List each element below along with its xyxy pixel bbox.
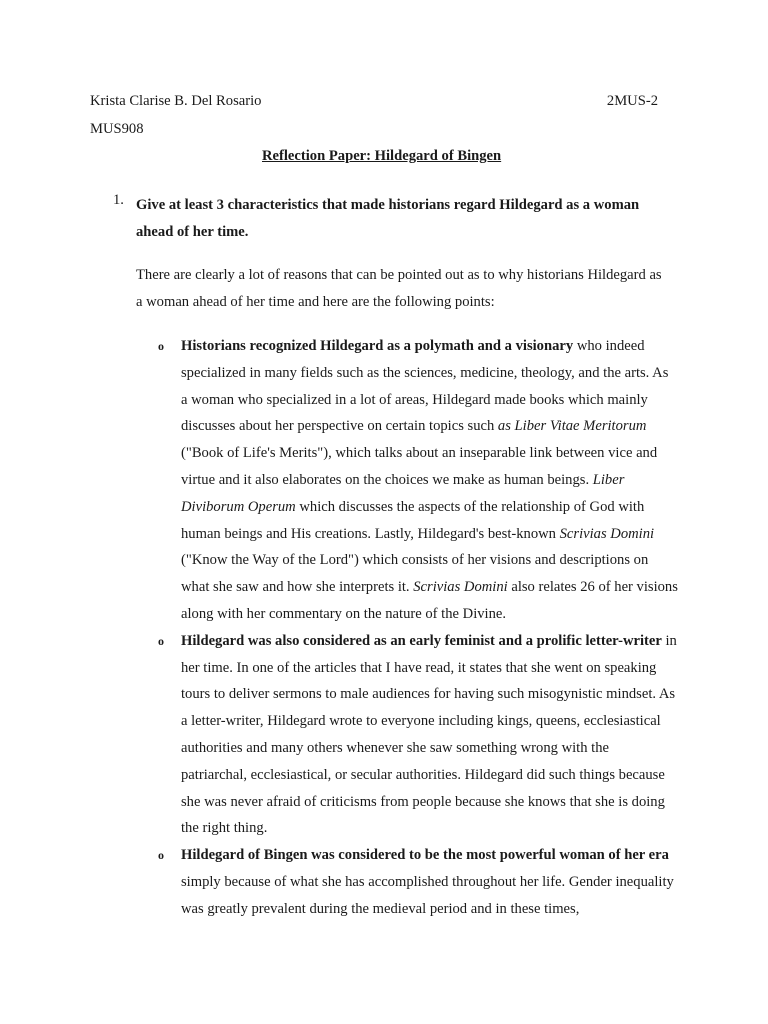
header-line [90, 93, 658, 113]
course-code: MUS908 [90, 121, 144, 137]
bullet-text: ("Book of Life's Merits"), which talks about an inseparable link between vice and virtue and it also elaborates on the choices we make as human beings. [181, 445, 658, 488]
bullet-text: who indeed specialized in many fields such as the sciences, medicine, theology, and the arts. As a woman who specialized in a lot of areas, Hildegard made books which mainly discusses about her perspective on certain topics such [181, 338, 669, 435]
bullet-lead: Hildegard was also considered as an early feminist and a prolific letter-writer [181, 632, 662, 649]
bullet-item [158, 842, 678, 922]
bullet-marker: o [158, 339, 164, 353]
intro-paragraph: There are clearly a lot of reasons that can be pointed out as to why historians Hildegard as a woman ahead of her time and here are the following points: [136, 267, 662, 310]
bullet-list [158, 333, 678, 923]
bullet-item [158, 628, 678, 842]
bullet-lead: Historians recognized Hildegard as a polymath and a visionary [181, 338, 574, 354]
bullet-item [158, 333, 678, 628]
bullet-lead: Hildegard of Bingen was considered to be the most powerful woman of her era [181, 847, 669, 864]
paper-title: Reflection Paper: Hildegard of Bingen [262, 148, 502, 164]
bullet-marker: o [158, 633, 164, 648]
section-code: 2MUS-2 [606, 93, 658, 109]
author-name: Krista Clarise B. Del Rosario [90, 93, 262, 109]
question-text: Give at least 3 characteristics that made historians regard Hildegard as a woman ahead of her time. [136, 197, 640, 240]
question-number: 1. [113, 192, 124, 208]
book-title: as Liber Vitae Meritorum [497, 418, 647, 435]
bullet-marker: o [158, 848, 164, 863]
bullet-text: simply because of what she has accomplished throughout her life. Gender inequality was greatly prevalent during the medieval period and in these times, [181, 873, 674, 917]
book-title: Scrivias Domini [413, 579, 508, 596]
bullet-text: in her time. In one of the articles that I have read, it states that she went on speaking tours to deliver sermons to male audiences for having such misogynistic mindset. As a letter-writer, Hildegard wrote to everyone including kings, queens, ecclesiastical authorities and many others whenever she saw something wrong with the patriarchal, ecclesiastical, or secular authorities. Hildegard did such things because she was never afraid of criticisms from people because she knows that she is doing the right thing. [181, 632, 677, 837]
book-title: Scrivias Domini [559, 525, 655, 542]
bullet-text: also relates 26 of her visions along with her commentary on the nature of the Divine. [181, 579, 678, 622]
bullet-text: ("Know the Way of the Lord") which consists of her visions and descriptions on what she saw and how she interprets it. [181, 552, 649, 596]
bullet-text: which discusses the aspects of the relationship of God with human beings and His creations. Lastly, Hildegard's best-known [181, 498, 645, 542]
book-title: Liber Diviborum Operum [181, 471, 625, 515]
